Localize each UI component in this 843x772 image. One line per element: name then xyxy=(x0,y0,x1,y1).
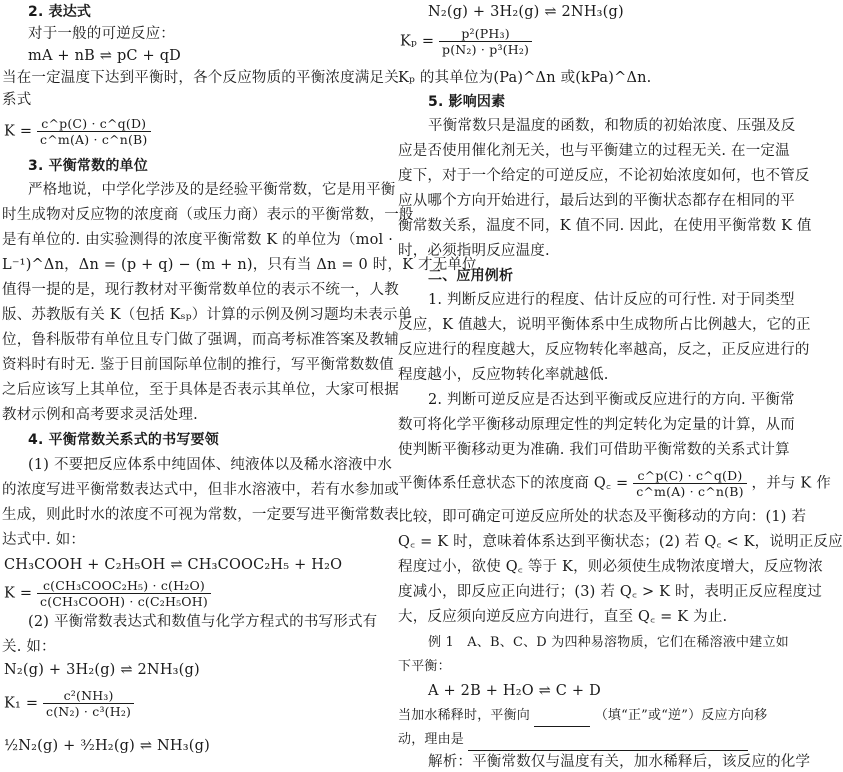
fill-in-text: 动，理由是 xyxy=(398,732,465,747)
text-line: 使判断平衡移动更为准确. 我们可借助平衡常数的关系式计算 xyxy=(398,442,790,458)
text-line: 数可将化学平衡移动原理定性的判定转化为定量的计算，从而 xyxy=(398,417,795,433)
text-line: 的浓度写进平衡常数表达式中，但非水溶液中，若有水参加或 xyxy=(2,482,399,498)
k2-expression xyxy=(4,578,211,609)
reaction-equation: N₂(g) + 3H₂(g) ⇌ 2NH₃(g) xyxy=(428,4,624,20)
section-heading-expression: 2. 表达式 xyxy=(28,4,92,20)
section-heading-units: 3. 平衡常数的单位 xyxy=(28,158,148,174)
qc-fraction xyxy=(633,468,747,499)
fill-in-line-1 xyxy=(398,706,767,727)
answer-blank-direction[interactable] xyxy=(534,706,590,727)
text-line: 系式 xyxy=(2,92,32,108)
text-line: 达式中. 如： xyxy=(2,532,86,548)
text-line: 度减小，即反应正向进行；(3) 若 Q꜀ > K 时，表明正反应程度过 xyxy=(398,584,822,600)
text-line: 大，反应须向逆反应方向进行，直至 Q꜀ = K 为止. xyxy=(398,609,728,625)
kp-fraction xyxy=(439,26,532,57)
text-line: 程度过小，欲使 Q꜀ 等于 K，则必须使生成物浓度增大，反应物浓 xyxy=(398,559,823,575)
k1-expression xyxy=(4,688,134,719)
text-line: 程度越小，反应物转化率就越低. xyxy=(398,367,609,383)
text-line: 反应进行的程度越大，反应物转化率越高，反之，正反应进行的 xyxy=(398,342,810,358)
k2-fraction xyxy=(37,578,211,609)
k-fraction xyxy=(37,116,151,147)
text-line: 下平衡： xyxy=(398,659,451,674)
text-line: 值得一提的是，现行教材对平衡常数单位的表示不统一，人教 xyxy=(2,282,399,298)
k1-fraction xyxy=(43,688,134,719)
text-line: 衡常数关系，温度不同，K 值不同. 因此，在使用平衡常数 K 值 xyxy=(398,218,812,234)
qc-expression xyxy=(398,468,831,499)
qc-denominator: c^m(A) · c^n(B) xyxy=(636,484,744,499)
text-line: 之后应该写上其单位，至于具体是否表示其单位，大家可根据 xyxy=(2,382,399,398)
section-heading-writing: 4. 平衡常数关系式的书写要领 xyxy=(28,432,219,448)
text-line: (1) 不要把反应体系中纯固体、纯液体以及稀水溶液中水 xyxy=(28,457,393,473)
k-label: K = xyxy=(4,123,33,140)
k2-label: K = xyxy=(4,585,33,602)
text-line: 时，必须指明反应温度. xyxy=(398,243,550,259)
text-line: 位，鲁科版带有单位且专门做了强调，而高考标准答案及教辅 xyxy=(2,332,399,348)
text-line: 应从哪个方向开始进行，最后达到的平衡状态都存在相同的平 xyxy=(398,193,795,209)
text-line: 2. 判断可逆反应是否达到平衡或反应进行的方向. 平衡常 xyxy=(428,392,795,408)
text-line: 平衡常数只是温度的函数，和物质的初始浓度、压强及反 xyxy=(428,118,796,134)
text-line: 版、苏教版有关 K（包括 Kₛₚ）计算的示例及例习题均未表示单 xyxy=(2,307,413,323)
text-line: 关. 如： xyxy=(2,639,56,655)
fill-in-text: （填“正”或“逆”）反应方向移 xyxy=(594,708,768,723)
reaction-equation: A + 2B + H₂O ⇌ C + D xyxy=(428,683,601,699)
k1-denominator: c(N₂) · c³(H₂) xyxy=(46,704,132,719)
qc-label: 平衡体系任意状态下的浓度商 Q꜀ = xyxy=(398,475,629,492)
qc-numerator: c^p(C) · c^q(D) xyxy=(633,468,747,484)
text-line: 反应，K 值越大，说明平衡体系中生成物所占比例越大，它的正 xyxy=(398,317,811,333)
reaction-equation: mA + nB ⇌ pC + qD xyxy=(28,48,182,64)
text-line: 当在一定温度下达到平衡时，各个反应物质的平衡浓度满足关 xyxy=(2,70,399,86)
answer-blank-reason[interactable] xyxy=(468,730,748,751)
k-expression xyxy=(4,116,151,147)
text-line: (2) 平衡常数表达式和数值与化学方程式的书写形式有 xyxy=(28,614,378,630)
section-heading-factors: 5. 影响因素 xyxy=(428,94,506,110)
text-line: 资料时有时无. 鉴于目前国际单位制的推行，写平衡常数数值 xyxy=(2,357,394,373)
text-line: Kₚ 的其单位为(Pa)^Δn 或(kPa)^Δn. xyxy=(398,70,652,86)
k1-numerator: c²(NH₃) xyxy=(43,688,134,704)
reaction-equation: CH₃COOH + C₂H₅OH ⇌ CH₃COOC₂H₅ + H₂O xyxy=(4,557,343,573)
text-line: 教材示例和高考要求灵活处理. xyxy=(2,407,198,423)
text-line: 是有单位的. 由实验测得的浓度平衡常数 K 的单位为（mol · xyxy=(2,232,394,248)
text-line: 应是否使用催化剂无关，也与平衡建立的过程无关. 在一定温 xyxy=(398,143,790,159)
reaction-equation: ½N₂(g) + ³⁄₂H₂(g) ⇌ NH₃(g) xyxy=(4,738,210,754)
example-1-prompt: 例 1 A、B、C、D 为四种易溶物质，它们在稀溶液中建立如 xyxy=(428,635,789,650)
text-line: L⁻¹)^Δn，Δn = (p + q) − (m + n)，只有当 Δn = 0 时，K 才无单位. xyxy=(2,257,482,273)
kp-denominator: p(N₂) · p³(H₂) xyxy=(442,42,530,57)
text-line: 1. 判断反应进行的程度、估计反应的可行性. 对于同类型 xyxy=(428,292,795,308)
reaction-equation: N₂(g) + 3H₂(g) ⇌ 2NH₃(g) xyxy=(4,662,200,678)
k2-denominator: c(CH₃COOH) · c(C₂H₅OH) xyxy=(40,594,208,609)
k-denominator: c^m(A) · c^n(B) xyxy=(40,132,148,147)
k-numerator: c^p(C) · c^q(D) xyxy=(37,116,151,132)
fill-in-text: 当加水稀释时，平衡向 xyxy=(398,708,531,723)
text-line: 时生成物对反应物的浓度商（或压力商）表示的平衡常数，一般 xyxy=(2,207,414,223)
text-line: 生成，则此时水的浓度不可视为常数，一定要写进平衡常数表 xyxy=(2,507,399,523)
k1-label: K₁ = xyxy=(4,695,39,712)
text-line: 严格地说，中学化学涉及的是经验平衡常数，它是用平衡 xyxy=(28,182,396,198)
kp-numerator: p²(PH₃) xyxy=(439,26,532,42)
kp-label: Kₚ = xyxy=(400,33,435,50)
solution-line: 解析：平衡常数仅与温度有关，加水稀释后，该反应的化学 xyxy=(428,754,811,770)
text-line: 比较，即可确定可逆反应所处的状态及平衡移动的方向：(1) 若 xyxy=(398,509,807,525)
text-line: 对于一般的可逆反应： xyxy=(28,26,175,42)
kp-expression xyxy=(400,26,532,57)
k2-numerator: c(CH₃COOC₂H₅) · c(H₂O) xyxy=(37,578,211,594)
section-heading-examples: 二、应用例析 xyxy=(428,268,514,284)
fill-in-line-2 xyxy=(398,730,748,751)
qc-suffix: ，并与 K 作 xyxy=(751,475,831,492)
text-line: Q꜀ = K 时，意味着体系达到平衡状态；(2) 若 Q꜀ < K，说明正反应 xyxy=(398,534,843,550)
text-line: 度下，对于一个给定的可逆反应，不论初始浓度如何，也不管反 xyxy=(398,168,810,184)
